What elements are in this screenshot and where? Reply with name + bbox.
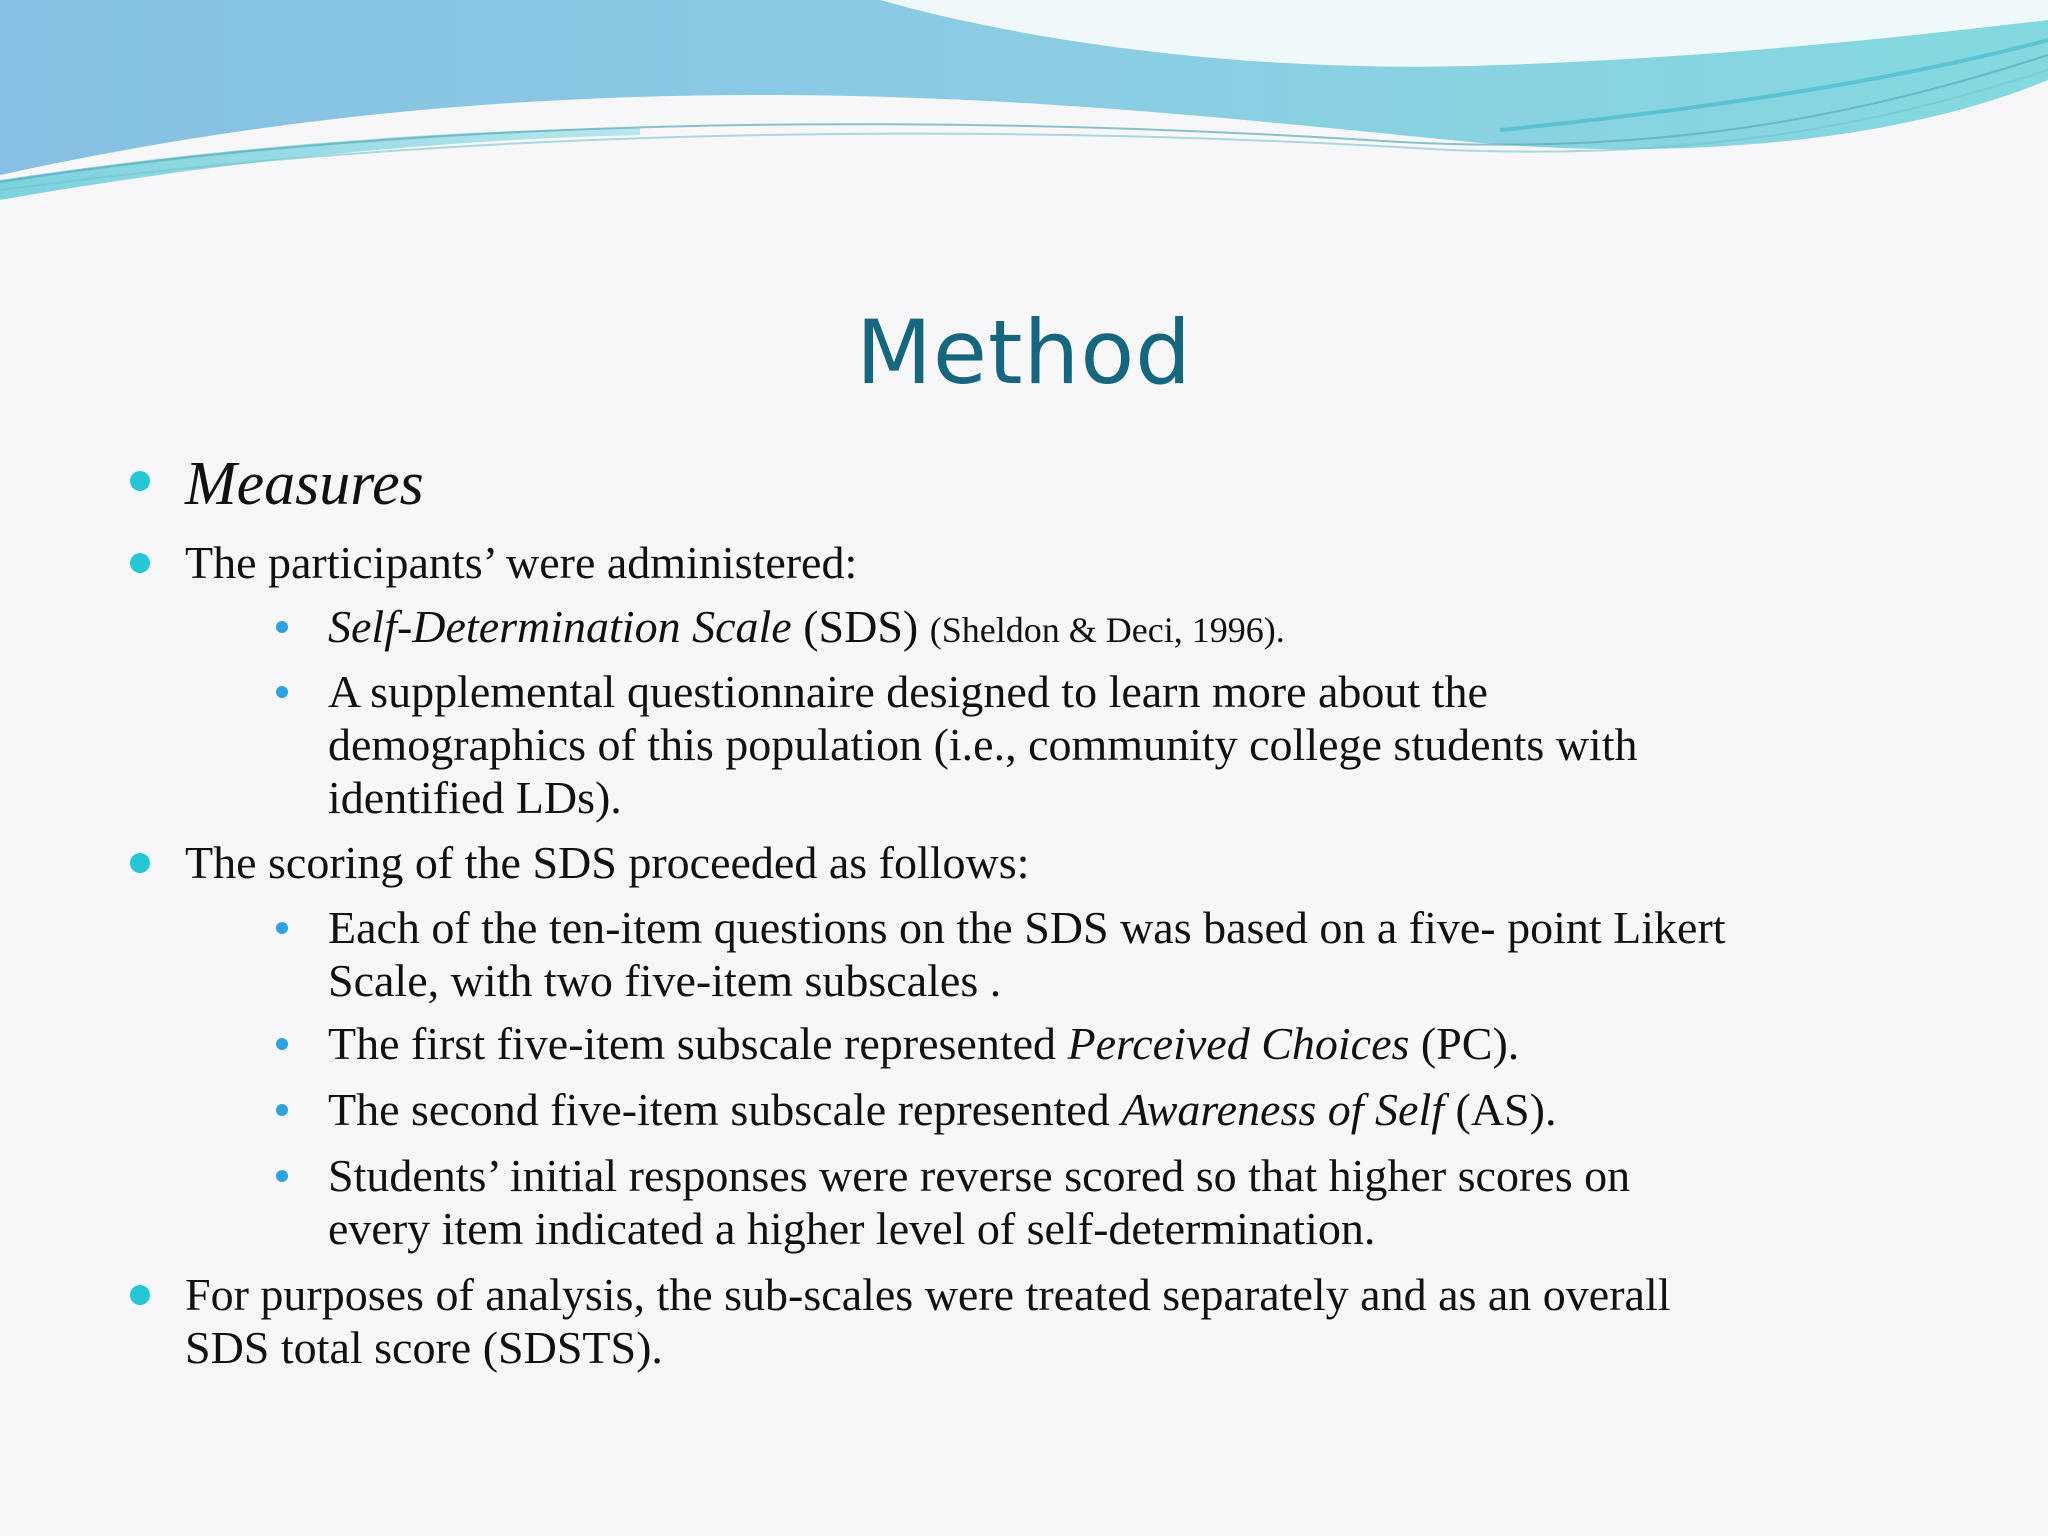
pc-prefix: The first five-item subscale represented	[328, 1018, 1068, 1069]
as-name: Awareness of Self	[1121, 1084, 1445, 1135]
supplemental-line-2: demographics of this population (i.e., community college students with	[328, 719, 1638, 770]
as-item	[328, 1083, 1556, 1137]
measures-heading: Measures	[185, 450, 424, 518]
level2-bullet-icon	[276, 1104, 288, 1116]
likert-line-1: Each of the ten-item questions on the SDS was based on a five- point Likert	[328, 902, 1726, 953]
supplemental-line-1: A supplemental questionnaire designed to learn more about the	[328, 666, 1488, 717]
level1-bullet-icon	[130, 553, 150, 573]
level1-bullet-icon	[130, 1285, 150, 1305]
pc-name: Perceived Choices	[1067, 1018, 1410, 1069]
analysis-line-2: SDS total score (SDSTS).	[185, 1322, 663, 1373]
scoring-intro: The scoring of the SDS proceeded as follows:	[185, 837, 1030, 888]
sds-abbr: (SDS)	[791, 601, 930, 652]
analysis-line-1: For purposes of analysis, the sub-scales were treated separately and as an overall	[185, 1269, 1671, 1320]
level2-bullet-icon	[276, 1170, 288, 1182]
sds-scale-name: Self-Determination Scale	[328, 601, 792, 652]
sds-citation: (Sheldon & Deci, 1996).	[929, 610, 1285, 650]
level2-bullet-icon	[276, 1038, 288, 1050]
supplemental-line-3: identified LDs).	[328, 772, 622, 823]
level2-bullet-icon	[276, 621, 288, 633]
pc-suffix: (PC).	[1409, 1018, 1520, 1069]
likert-line-2: Scale, with two five-item subscales .	[328, 955, 1002, 1006]
reverse-line-2: every item indicated a higher level of self-determination.	[328, 1203, 1376, 1254]
level2-bullet-icon	[276, 922, 288, 934]
sds-item	[328, 600, 1285, 657]
as-suffix: (AS).	[1444, 1084, 1557, 1135]
level1-bullet-icon	[130, 853, 150, 873]
level2-bullet-icon	[276, 686, 288, 698]
reverse-line-1: Students’ initial responses were reverse scored so that higher scores on	[328, 1150, 1631, 1201]
administered-intro: The participants’ were administered:	[185, 537, 858, 588]
slide-title: Method	[855, 301, 1193, 404]
level1-bullet-icon	[130, 471, 150, 491]
as-prefix: The second five-item subscale represented	[328, 1084, 1122, 1135]
pc-item	[328, 1017, 1519, 1071]
